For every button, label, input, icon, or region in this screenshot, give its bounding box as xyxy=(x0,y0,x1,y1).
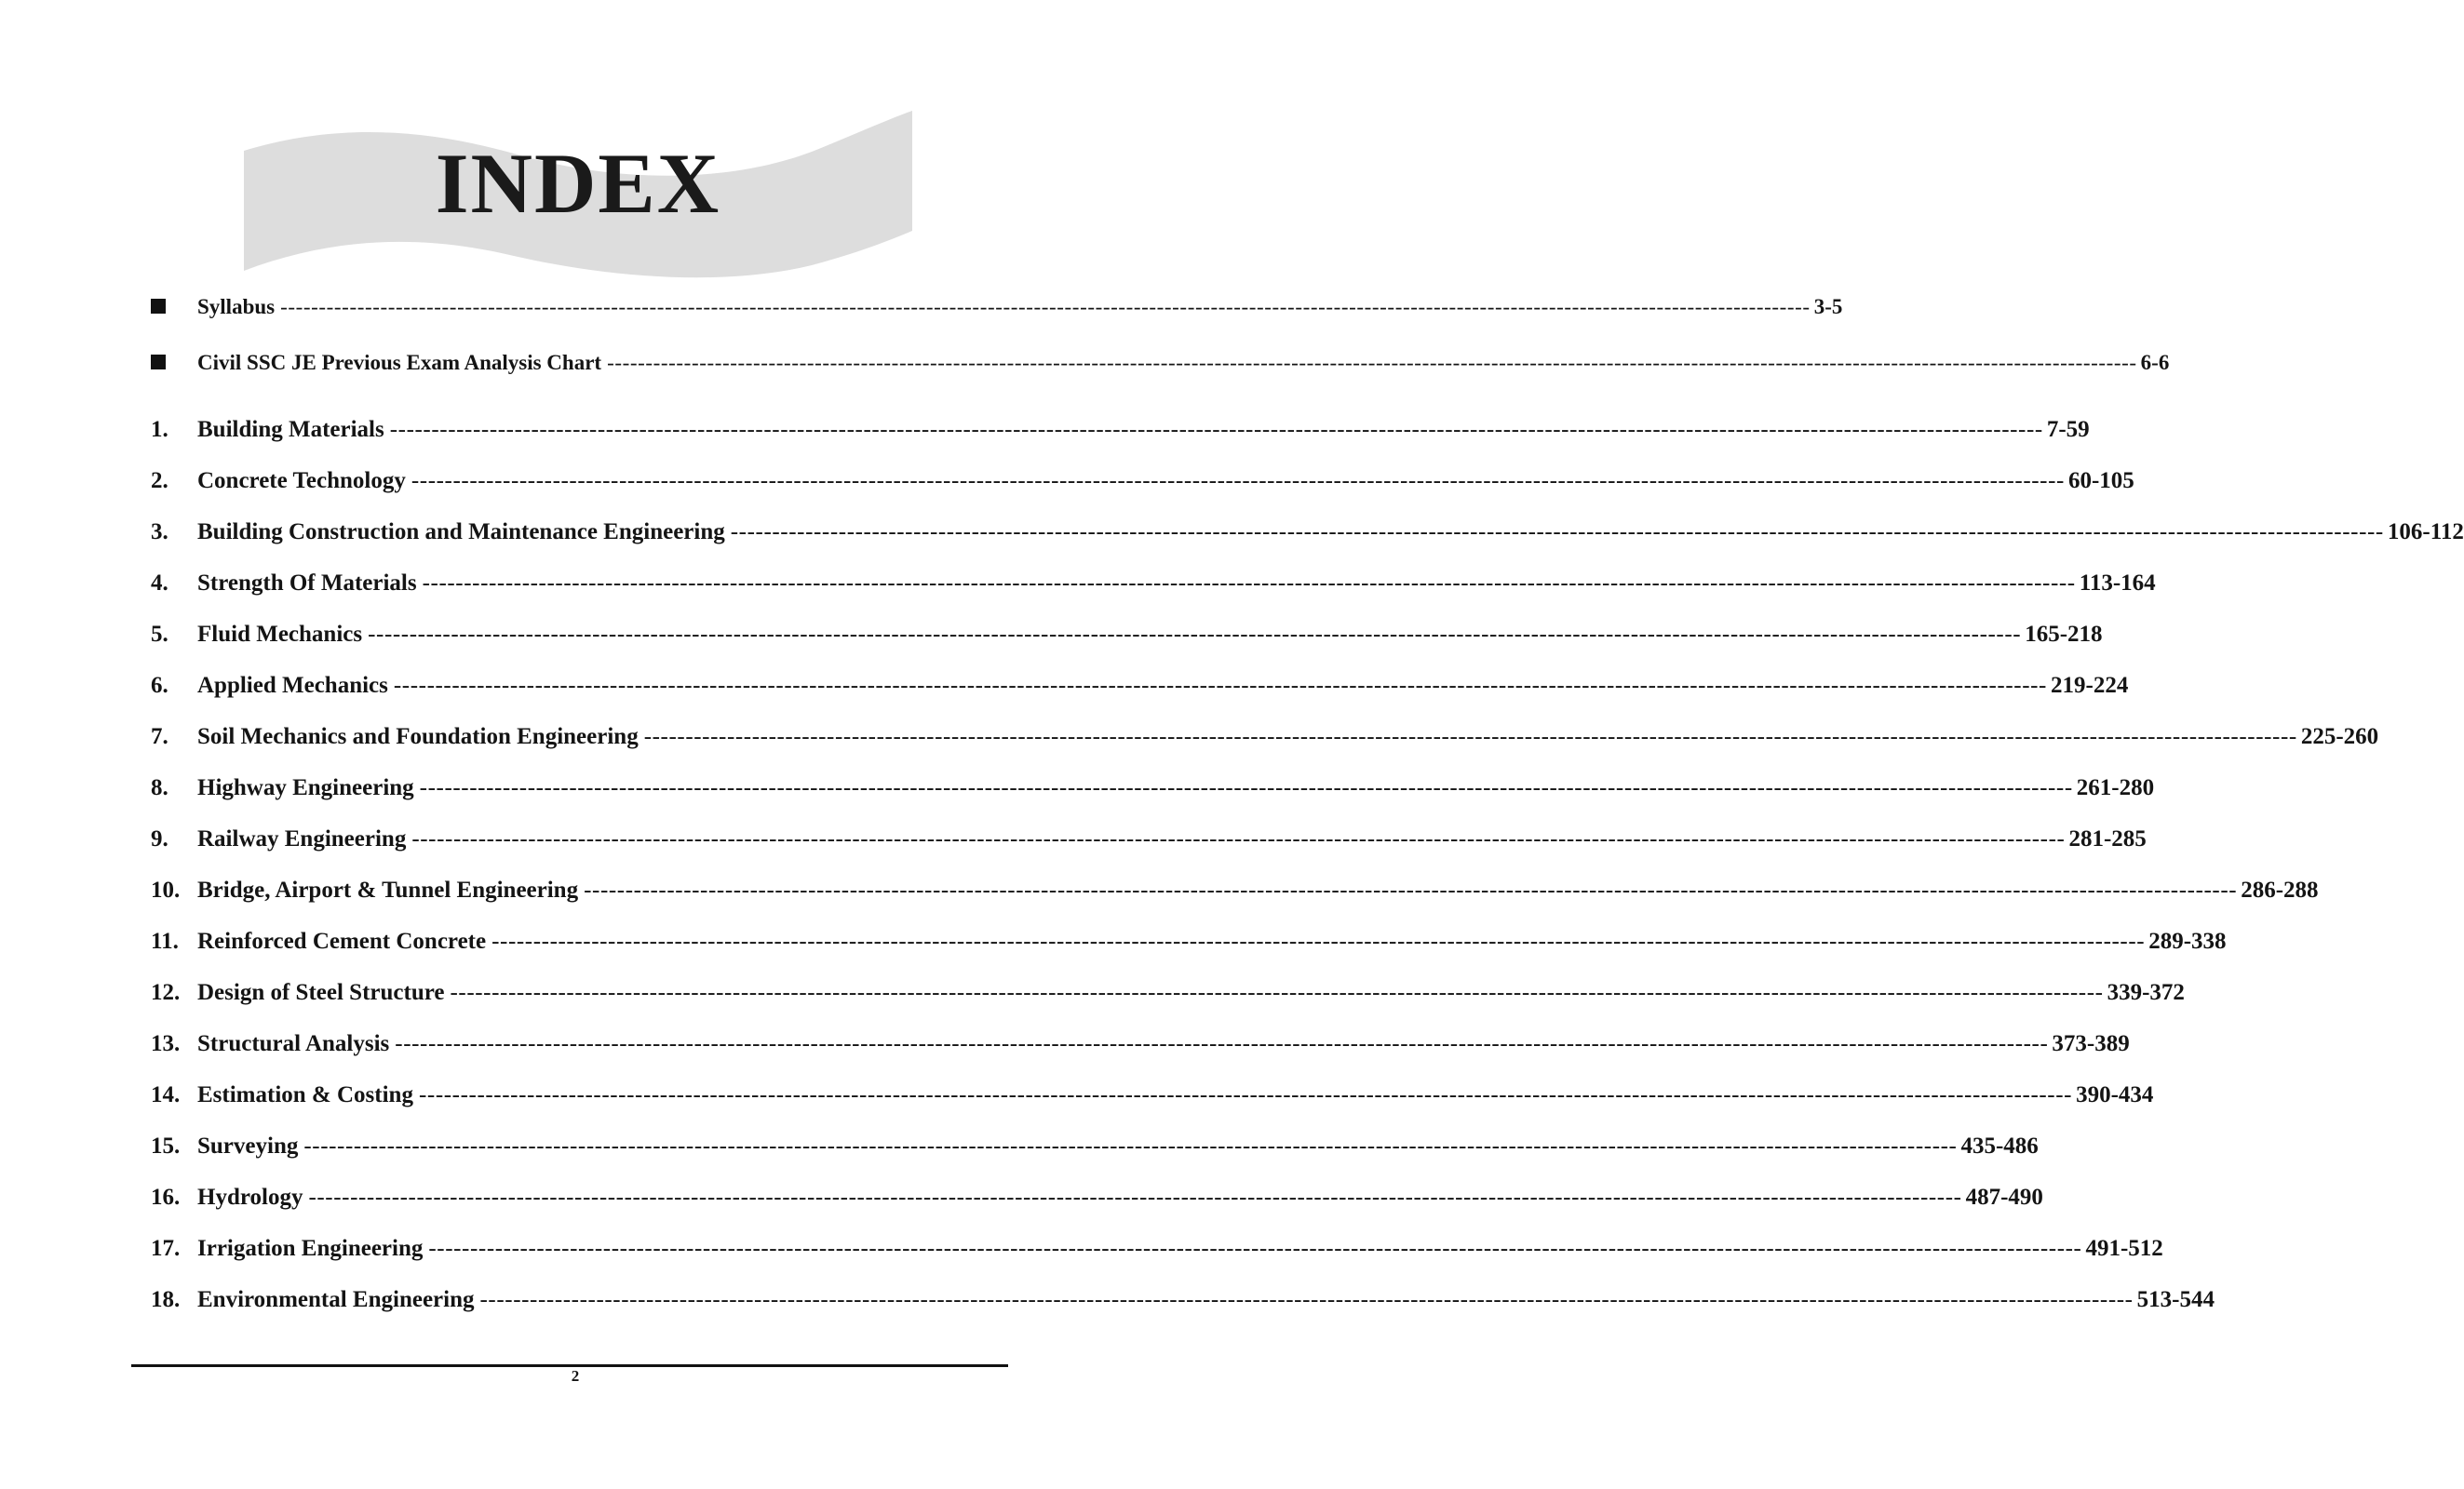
chapter-number: 7. xyxy=(151,724,168,749)
dotted-leader: ------------------------------------------------------------------------------------------------------------------------------------------------------------------------------------------------------- xyxy=(479,1287,2134,1312)
entry-title: Estimation & Costing xyxy=(197,1082,413,1107)
chapter-number: 11. xyxy=(151,929,179,954)
entry-title: Highway Engineering xyxy=(197,775,414,800)
page-number: 2 xyxy=(571,1367,580,1385)
dotted-leader: ------------------------------------------------------------------------------------------------------------------------------------------------------------------------------------------------------- xyxy=(280,295,1811,318)
entry-title: Bridge, Airport & Tunnel Engineering xyxy=(197,878,579,903)
chapter-number: 8. xyxy=(151,775,168,800)
entry-title: Applied Mechanics xyxy=(197,673,388,698)
chapter-number: 6. xyxy=(151,673,168,698)
entry-pages: 491-512 xyxy=(2085,1236,2163,1261)
toc-entry[interactable] xyxy=(151,1287,2215,1321)
entry-title: Reinforced Cement Concrete xyxy=(197,929,487,954)
dotted-leader: ------------------------------------------------------------------------------------------------------------------------------------------------------------------------------------------------------- xyxy=(607,351,2137,374)
entry-pages: 261-280 xyxy=(2076,775,2155,800)
toc-entry[interactable] xyxy=(151,1236,2163,1269)
chapter-number: 15. xyxy=(151,1134,181,1159)
dotted-leader: ------------------------------------------------------------------------------------------------------------------------------------------------------------------------------------------------------- xyxy=(450,980,2104,1005)
entry-pages: 113-164 xyxy=(2079,570,2156,596)
entry-pages: 373-389 xyxy=(2052,1031,2130,1056)
entry-pages: 219-224 xyxy=(2051,673,2129,698)
entry-title: Concrete Technology xyxy=(197,468,406,493)
entry-pages: 225-260 xyxy=(2300,724,2379,749)
index-banner xyxy=(244,107,912,277)
chapter-number: 9. xyxy=(151,826,168,852)
entry-pages: 513-544 xyxy=(2136,1287,2215,1312)
chapter-number: 16. xyxy=(151,1185,181,1210)
dotted-leader: ------------------------------------------------------------------------------------------------------------------------------------------------------------------------------------------------------- xyxy=(428,1236,2082,1261)
chapter-number: 17. xyxy=(151,1236,181,1261)
entry-title: Soil Mechanics and Foundation Engineering xyxy=(197,724,639,749)
chapter-number: 18. xyxy=(151,1287,181,1312)
dotted-leader: ------------------------------------------------------------------------------------------------------------------------------------------------------------------------------------------------------- xyxy=(422,570,2076,596)
square-bullet-icon xyxy=(151,355,166,369)
page-title: INDEX xyxy=(435,136,721,231)
entry-title: Strength Of Materials xyxy=(197,570,417,596)
chapter-number: 3. xyxy=(151,519,168,544)
chapter-number: 13. xyxy=(151,1031,181,1056)
dotted-leader: ------------------------------------------------------------------------------------------------------------------------------------------------------------------------------------------------------- xyxy=(393,673,2047,698)
toc-entry[interactable] xyxy=(151,775,2155,809)
dotted-leader: ------------------------------------------------------------------------------------------------------------------------------------------------------------------------------------------------------- xyxy=(411,826,2066,852)
entry-pages: 289-338 xyxy=(2148,929,2227,954)
dotted-leader: ------------------------------------------------------------------------------------------------------------------------------------------------------------------------------------------------------- xyxy=(389,417,2043,442)
entry-title: Structural Analysis xyxy=(197,1031,390,1056)
entry-title: Design of Steel Structure xyxy=(197,980,445,1005)
square-bullet-icon xyxy=(151,299,166,314)
entry-pages: 165-218 xyxy=(2025,622,2103,647)
entry-pages: 7-59 xyxy=(2046,417,2090,442)
entry-title: Fluid Mechanics xyxy=(197,622,363,647)
entry-pages: 339-372 xyxy=(2107,980,2185,1005)
chapter-number: 12. xyxy=(151,980,181,1005)
toc-entry[interactable] xyxy=(151,929,2227,962)
dotted-leader: ------------------------------------------------------------------------------------------------------------------------------------------------------------------------------------------------------- xyxy=(419,775,2073,800)
entry-title: Irrigation Engineering xyxy=(197,1236,424,1261)
toc-entry[interactable] xyxy=(151,1185,2043,1218)
chapter-number: 10. xyxy=(151,878,181,903)
entry-title: Building Construction and Maintenance Engineering xyxy=(197,519,725,544)
dotted-leader: ------------------------------------------------------------------------------------------------------------------------------------------------------------------------------------------------------- xyxy=(730,519,2384,544)
toc-entry[interactable] xyxy=(151,1031,2130,1065)
dotted-leader: ------------------------------------------------------------------------------------------------------------------------------------------------------------------------------------------------------- xyxy=(643,724,2297,749)
toc-entry-exam-analysis-chart[interactable] xyxy=(151,351,2170,384)
toc-entry[interactable] xyxy=(151,468,2134,502)
dotted-leader: ------------------------------------------------------------------------------------------------------------------------------------------------------------------------------------------------------- xyxy=(395,1031,2049,1056)
dotted-leader: ------------------------------------------------------------------------------------------------------------------------------------------------------------------------------------------------------- xyxy=(584,878,2238,903)
dotted-leader: ------------------------------------------------------------------------------------------------------------------------------------------------------------------------------------------------------- xyxy=(308,1185,1962,1210)
toc-entry[interactable] xyxy=(151,1134,2039,1167)
entry-title: Syllabus xyxy=(197,295,276,318)
toc-entry[interactable] xyxy=(151,570,2156,604)
entry-pages: 106-112 xyxy=(2387,519,2464,544)
entry-pages: 281-285 xyxy=(2068,826,2147,852)
entry-pages: 435-486 xyxy=(1960,1134,2039,1159)
toc-entry[interactable] xyxy=(151,1082,2154,1116)
entry-pages: 390-434 xyxy=(2076,1082,2154,1107)
dotted-leader: ------------------------------------------------------------------------------------------------------------------------------------------------------------------------------------------------------- xyxy=(411,468,2065,493)
toc-entry[interactable] xyxy=(151,980,2185,1013)
toc-entry-syllabus[interactable] xyxy=(151,295,1843,329)
entry-pages: 60-105 xyxy=(2067,468,2134,493)
toc-entry[interactable] xyxy=(151,519,2464,553)
dotted-leader: ------------------------------------------------------------------------------------------------------------------------------------------------------------------------------------------------------- xyxy=(368,622,2022,647)
toc-entry[interactable] xyxy=(151,673,2129,706)
dotted-leader: ------------------------------------------------------------------------------------------------------------------------------------------------------------------------------------------------------- xyxy=(303,1134,1958,1159)
toc-entry[interactable] xyxy=(151,417,2090,450)
chapter-number: 5. xyxy=(151,622,168,647)
chapter-number: 14. xyxy=(151,1082,181,1107)
chapter-number: 1. xyxy=(151,417,168,442)
dotted-leader: ------------------------------------------------------------------------------------------------------------------------------------------------------------------------------------------------------- xyxy=(418,1082,2073,1107)
entry-title: Building Materials xyxy=(197,417,384,442)
chapter-number: 2. xyxy=(151,468,168,493)
chapter-number: 4. xyxy=(151,570,168,596)
entry-title: Environmental Engineering xyxy=(197,1287,475,1312)
entry-title: Civil SSC JE Previous Exam Analysis Chart xyxy=(197,351,602,374)
toc-entry[interactable] xyxy=(151,878,2319,911)
entry-title: Hydrology xyxy=(197,1185,303,1210)
toc-entry[interactable] xyxy=(151,826,2147,860)
entry-pages: 487-490 xyxy=(1965,1185,2043,1210)
entry-pages: 6-6 xyxy=(2140,351,2170,374)
entry-pages: 286-288 xyxy=(2241,878,2319,903)
entry-title: Surveying xyxy=(197,1134,299,1159)
entry-pages: 3-5 xyxy=(1813,295,1843,318)
entry-title: Railway Engineering xyxy=(197,826,407,852)
toc-entry[interactable] xyxy=(151,622,2103,655)
dotted-leader: ------------------------------------------------------------------------------------------------------------------------------------------------------------------------------------------------------- xyxy=(491,929,2146,954)
toc-entry[interactable] xyxy=(151,724,2379,758)
